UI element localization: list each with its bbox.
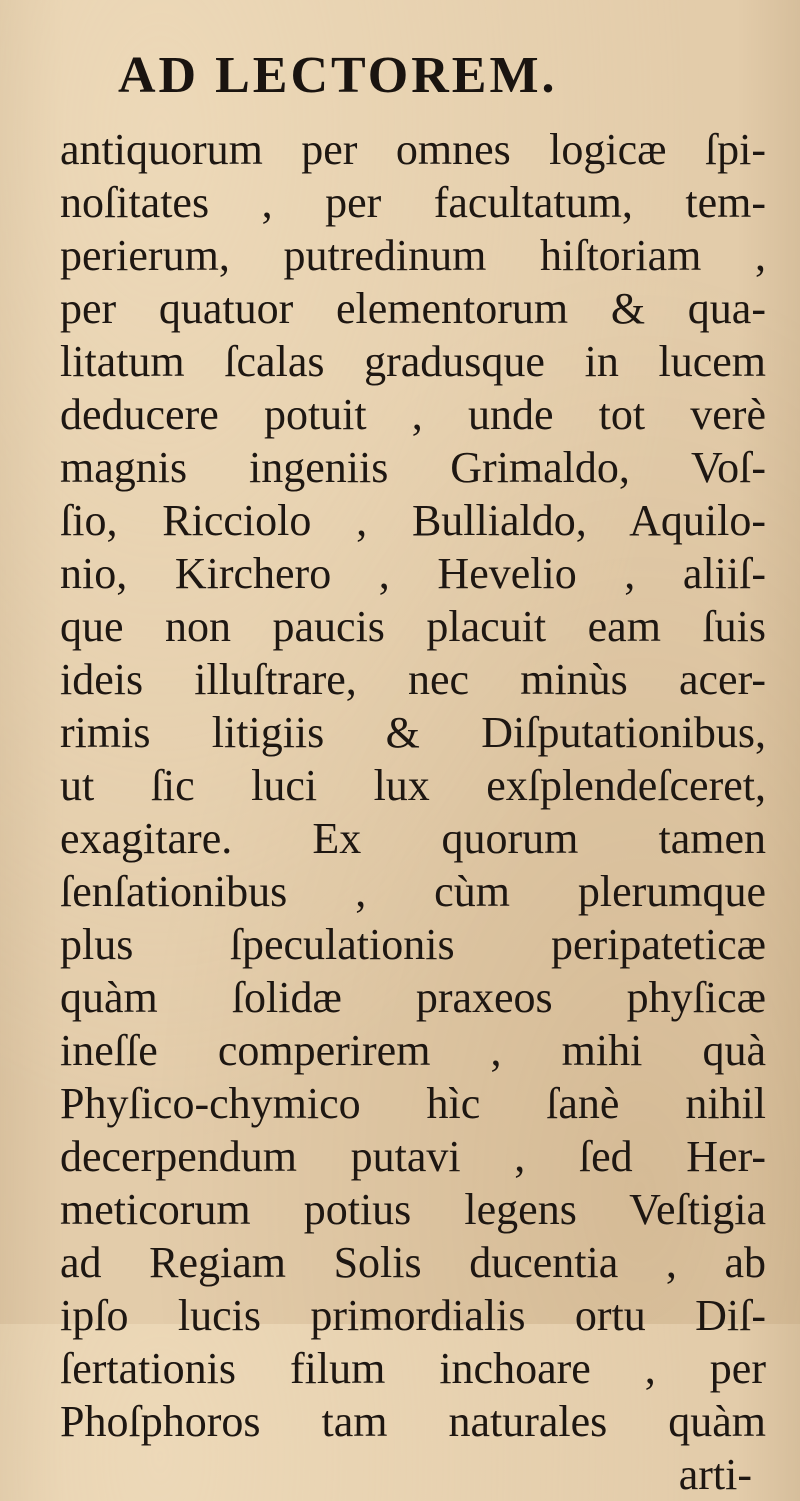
text-line: nio, Kirchero , Hevelio , aliiſ-	[60, 549, 766, 598]
text-line: quàm ſolidæ praxeos phyſicæ	[60, 973, 766, 1022]
text-line: Phyſico-chymico hìc ſanè nihil	[60, 1079, 766, 1128]
text-line: litatum ſcalas gradusque in lucem	[60, 337, 766, 386]
catchword: arti-	[678, 1450, 752, 1499]
text-line: ipſo lucis primordialis ortu Diſ-	[60, 1291, 766, 1340]
text-line: plus ſpeculationis peripateticæ	[60, 920, 766, 969]
text-line: exagitare. Ex quorum tamen	[60, 814, 766, 863]
text-line: ineſſe comperirem , mihi quà	[60, 1026, 766, 1075]
text-line: per quatuor elementorum & qua-	[60, 284, 766, 333]
text-line: ut ſic luci lux exſplendeſceret,	[60, 761, 766, 810]
text-line: antiquorum per omnes logicæ ſpi-	[60, 125, 766, 174]
text-line: deducere potuit , unde tot verè	[60, 390, 766, 439]
text-line: ſio, Ricciolo , Bullialdo, Aquilo-	[60, 496, 766, 545]
text-line: magnis ingeniis Grimaldo, Voſ-	[60, 443, 766, 492]
page-header: AD LECTOREM.	[118, 47, 558, 104]
text-line: decerpendum putavi , ſed Her-	[60, 1132, 766, 1181]
text-line: ideis illuſtrare, nec minùs acer-	[60, 655, 766, 704]
text-line: meticorum potius legens Veſtigia	[60, 1185, 766, 1234]
text-line: que non paucis placuit eam ſuis	[60, 602, 766, 651]
text-line: noſitates , per facultatum, tem-	[60, 178, 766, 227]
text-line: ad Regiam Solis ducentia , ab	[60, 1238, 766, 1287]
text-line: rimis litigiis & Diſputationibus,	[60, 708, 766, 757]
text-line: ſertationis filum inchoare , per	[60, 1344, 766, 1393]
text-line: ſenſationibus , cùm plerumque	[60, 867, 766, 916]
text-line: perierum, putredinum hiſtoriam ,	[60, 231, 766, 280]
text-block	[60, 123, 766, 1501]
text-line: Phoſphoros tam naturales quàm	[60, 1397, 766, 1446]
